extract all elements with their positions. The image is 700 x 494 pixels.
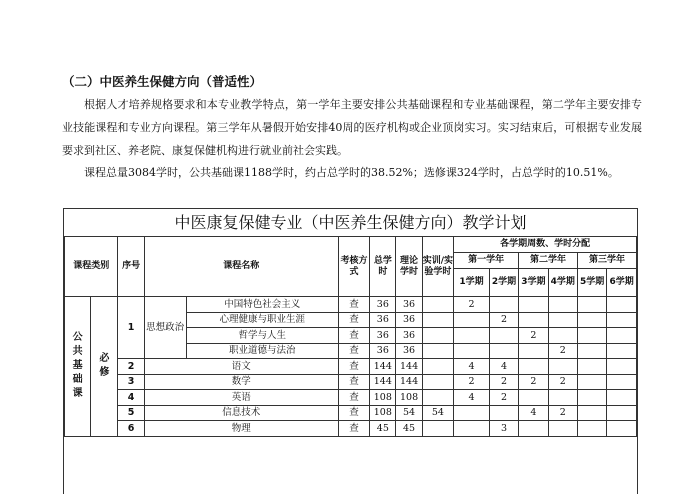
category-cell: 公 共 基 础 课 — [65, 297, 91, 437]
course-name-cell: 心理健康与职业生涯 — [186, 312, 338, 328]
theory-hours-cell: 36 — [396, 328, 422, 344]
semester-2-cell — [489, 297, 518, 313]
teaching-plan-table — [64, 209, 637, 437]
col-header-sem2: 2学期 — [489, 269, 518, 297]
exam-cell: 查 — [338, 297, 369, 313]
semester-1-cell — [454, 328, 490, 344]
semester-1-cell: 4 — [454, 390, 490, 406]
col-header-distribution: 各学期周数、学时分配 — [454, 237, 637, 253]
semester-2-cell: 4 — [489, 359, 518, 375]
semester-6-cell — [607, 374, 637, 390]
semester-1-cell — [454, 343, 490, 359]
col-header-seq: 序号 — [118, 237, 144, 297]
theory-hours-cell: 36 — [396, 297, 422, 313]
semester-1-cell: 4 — [454, 359, 490, 375]
semester-4-cell: 2 — [548, 405, 577, 421]
seq-cell: 3 — [118, 374, 144, 390]
semester-3-cell — [519, 421, 548, 437]
semester-5-cell — [577, 312, 606, 328]
section-heading: （二）中医养生保健方向（普适性） — [62, 74, 263, 89]
exam-cell: 查 — [338, 312, 369, 328]
semester-2-cell — [489, 328, 518, 344]
theory-hours-cell: 36 — [396, 343, 422, 359]
exam-cell: 查 — [338, 421, 369, 437]
table-row — [65, 359, 637, 375]
semester-5-cell — [577, 405, 606, 421]
exam-cell: 查 — [338, 328, 369, 344]
semester-4-cell — [548, 421, 577, 437]
semester-4-cell — [548, 312, 577, 328]
total-hours-cell: 108 — [370, 405, 396, 421]
practice-hours-cell — [422, 328, 453, 344]
total-hours-cell: 36 — [370, 312, 396, 328]
total-hours-cell: 36 — [370, 343, 396, 359]
semester-3-cell: 4 — [519, 405, 548, 421]
theory-hours-cell: 45 — [396, 421, 422, 437]
semester-5-cell — [577, 421, 606, 437]
course-name-cell: 信息技术 — [144, 405, 338, 421]
theory-hours-cell: 144 — [396, 374, 422, 390]
course-name-cell: 数学 — [144, 374, 338, 390]
table-row — [65, 405, 637, 421]
semester-6-cell — [607, 390, 637, 406]
col-header-sem3: 3学期 — [519, 269, 548, 297]
semester-1-cell: 2 — [454, 374, 490, 390]
course-name-cell: 哲学与人生 — [186, 328, 338, 344]
semester-4-cell: 2 — [548, 374, 577, 390]
semester-6-cell — [607, 343, 637, 359]
practice-hours-cell — [422, 312, 453, 328]
semester-6-cell — [607, 312, 637, 328]
col-header-sem4: 4学期 — [548, 269, 577, 297]
teaching-plan-table-container — [63, 208, 638, 494]
col-header-theory-hours: 理论学时 — [396, 237, 422, 297]
theory-hours-cell: 36 — [396, 312, 422, 328]
theory-hours-cell: 144 — [396, 359, 422, 375]
course-name-cell: 中国特色社会主义 — [186, 297, 338, 313]
semester-5-cell — [577, 343, 606, 359]
practice-hours-cell — [422, 390, 453, 406]
table-title: 中医康复保健专业（中医养生保健方向）教学计划 — [65, 209, 637, 237]
semester-2-cell: 2 — [489, 390, 518, 406]
subcategory-cell: 必 修 — [91, 297, 118, 437]
semester-5-cell — [577, 390, 606, 406]
course-name-cell: 英语 — [144, 390, 338, 406]
semester-1-cell — [454, 312, 490, 328]
semester-2-cell — [489, 405, 518, 421]
total-hours-cell: 144 — [370, 374, 396, 390]
exam-cell: 查 — [338, 405, 369, 421]
course-name-cell: 物理 — [144, 421, 338, 437]
table-row — [65, 421, 637, 437]
total-hours-cell: 108 — [370, 390, 396, 406]
exam-cell: 查 — [338, 390, 369, 406]
exam-cell: 查 — [338, 359, 369, 375]
semester-6-cell — [607, 421, 637, 437]
practice-hours-cell — [422, 359, 453, 375]
semester-1-cell — [454, 421, 490, 437]
seq-cell: 6 — [118, 421, 144, 437]
theory-hours-cell: 54 — [396, 405, 422, 421]
total-hours-cell: 144 — [370, 359, 396, 375]
exam-cell: 查 — [338, 374, 369, 390]
semester-3-cell — [519, 343, 548, 359]
semester-1-cell — [454, 405, 490, 421]
col-header-year3: 第三学年 — [577, 253, 636, 269]
col-header-sem6: 6学期 — [607, 269, 637, 297]
semester-5-cell — [577, 297, 606, 313]
col-header-practice-hours: 实训/实验学时 — [422, 237, 453, 297]
practice-hours-cell — [422, 343, 453, 359]
practice-hours-cell: 54 — [422, 405, 453, 421]
semester-2-cell: 2 — [489, 374, 518, 390]
col-header-year2: 第二学年 — [519, 253, 578, 269]
exam-cell: 查 — [338, 343, 369, 359]
course-name-cell: 语文 — [144, 359, 338, 375]
semester-1-cell: 2 — [454, 297, 490, 313]
col-header-exam: 考核方式 — [338, 237, 369, 297]
semester-2-cell: 3 — [489, 421, 518, 437]
col-header-sem1: 1学期 — [454, 269, 490, 297]
semester-5-cell — [577, 328, 606, 344]
semester-3-cell — [519, 359, 548, 375]
seq-cell: 4 — [118, 390, 144, 406]
total-hours-cell: 36 — [370, 297, 396, 313]
semester-5-cell — [577, 374, 606, 390]
col-header-sem5: 5学期 — [577, 269, 606, 297]
practice-hours-cell — [422, 297, 453, 313]
semester-3-cell — [519, 390, 548, 406]
course-name-cell: 职业道德与法治 — [186, 343, 338, 359]
semester-3-cell: 2 — [519, 328, 548, 344]
total-hours-cell: 45 — [370, 421, 396, 437]
seq-cell: 1 — [118, 297, 144, 359]
total-hours-cell: 36 — [370, 328, 396, 344]
col-header-category: 课程类别 — [65, 237, 118, 297]
table-row — [65, 297, 637, 313]
semester-6-cell — [607, 359, 637, 375]
semester-4-cell — [548, 328, 577, 344]
semester-4-cell — [548, 390, 577, 406]
semester-6-cell — [607, 297, 637, 313]
semester-6-cell — [607, 405, 637, 421]
semester-4-cell — [548, 297, 577, 313]
col-header-total-hours: 总学时 — [370, 237, 396, 297]
group-name-cell: 思想政治 — [144, 297, 186, 359]
intro-paragraph: 根据人才培养规格要求和本专业教学特点，第一学年主要安排公共基础课程和专业基础课程，第二学年主要安排专业技能课程和专业方向课程。第三学年从暑假开始安排40周的医疗机构或企业顶岗实习。实习结束后，可根据专业发展要求到社区、养老院、康复保健机构进行就业前社会实践。 — [62, 98, 642, 157]
col-header-year1: 第一学年 — [454, 253, 519, 269]
semester-5-cell — [577, 359, 606, 375]
practice-hours-cell — [422, 374, 453, 390]
semester-2-cell: 2 — [489, 312, 518, 328]
table-body — [65, 297, 637, 437]
hours-paragraph: 课程总量3084学时，公共基础课1188学时，约占总学时的38.52%；选修课324学时，占总学时的10.51%。 — [84, 166, 619, 179]
semester-3-cell: 2 — [519, 374, 548, 390]
semester-6-cell — [607, 328, 637, 344]
table-row — [65, 374, 637, 390]
theory-hours-cell: 108 — [396, 390, 422, 406]
col-header-course-name: 课程名称 — [144, 237, 338, 297]
seq-cell: 2 — [118, 359, 144, 375]
semester-2-cell — [489, 343, 518, 359]
semester-4-cell: 2 — [548, 343, 577, 359]
semester-3-cell — [519, 297, 548, 313]
semester-4-cell — [548, 359, 577, 375]
semester-3-cell — [519, 312, 548, 328]
table-row — [65, 390, 637, 406]
seq-cell: 5 — [118, 405, 144, 421]
practice-hours-cell — [422, 421, 453, 437]
